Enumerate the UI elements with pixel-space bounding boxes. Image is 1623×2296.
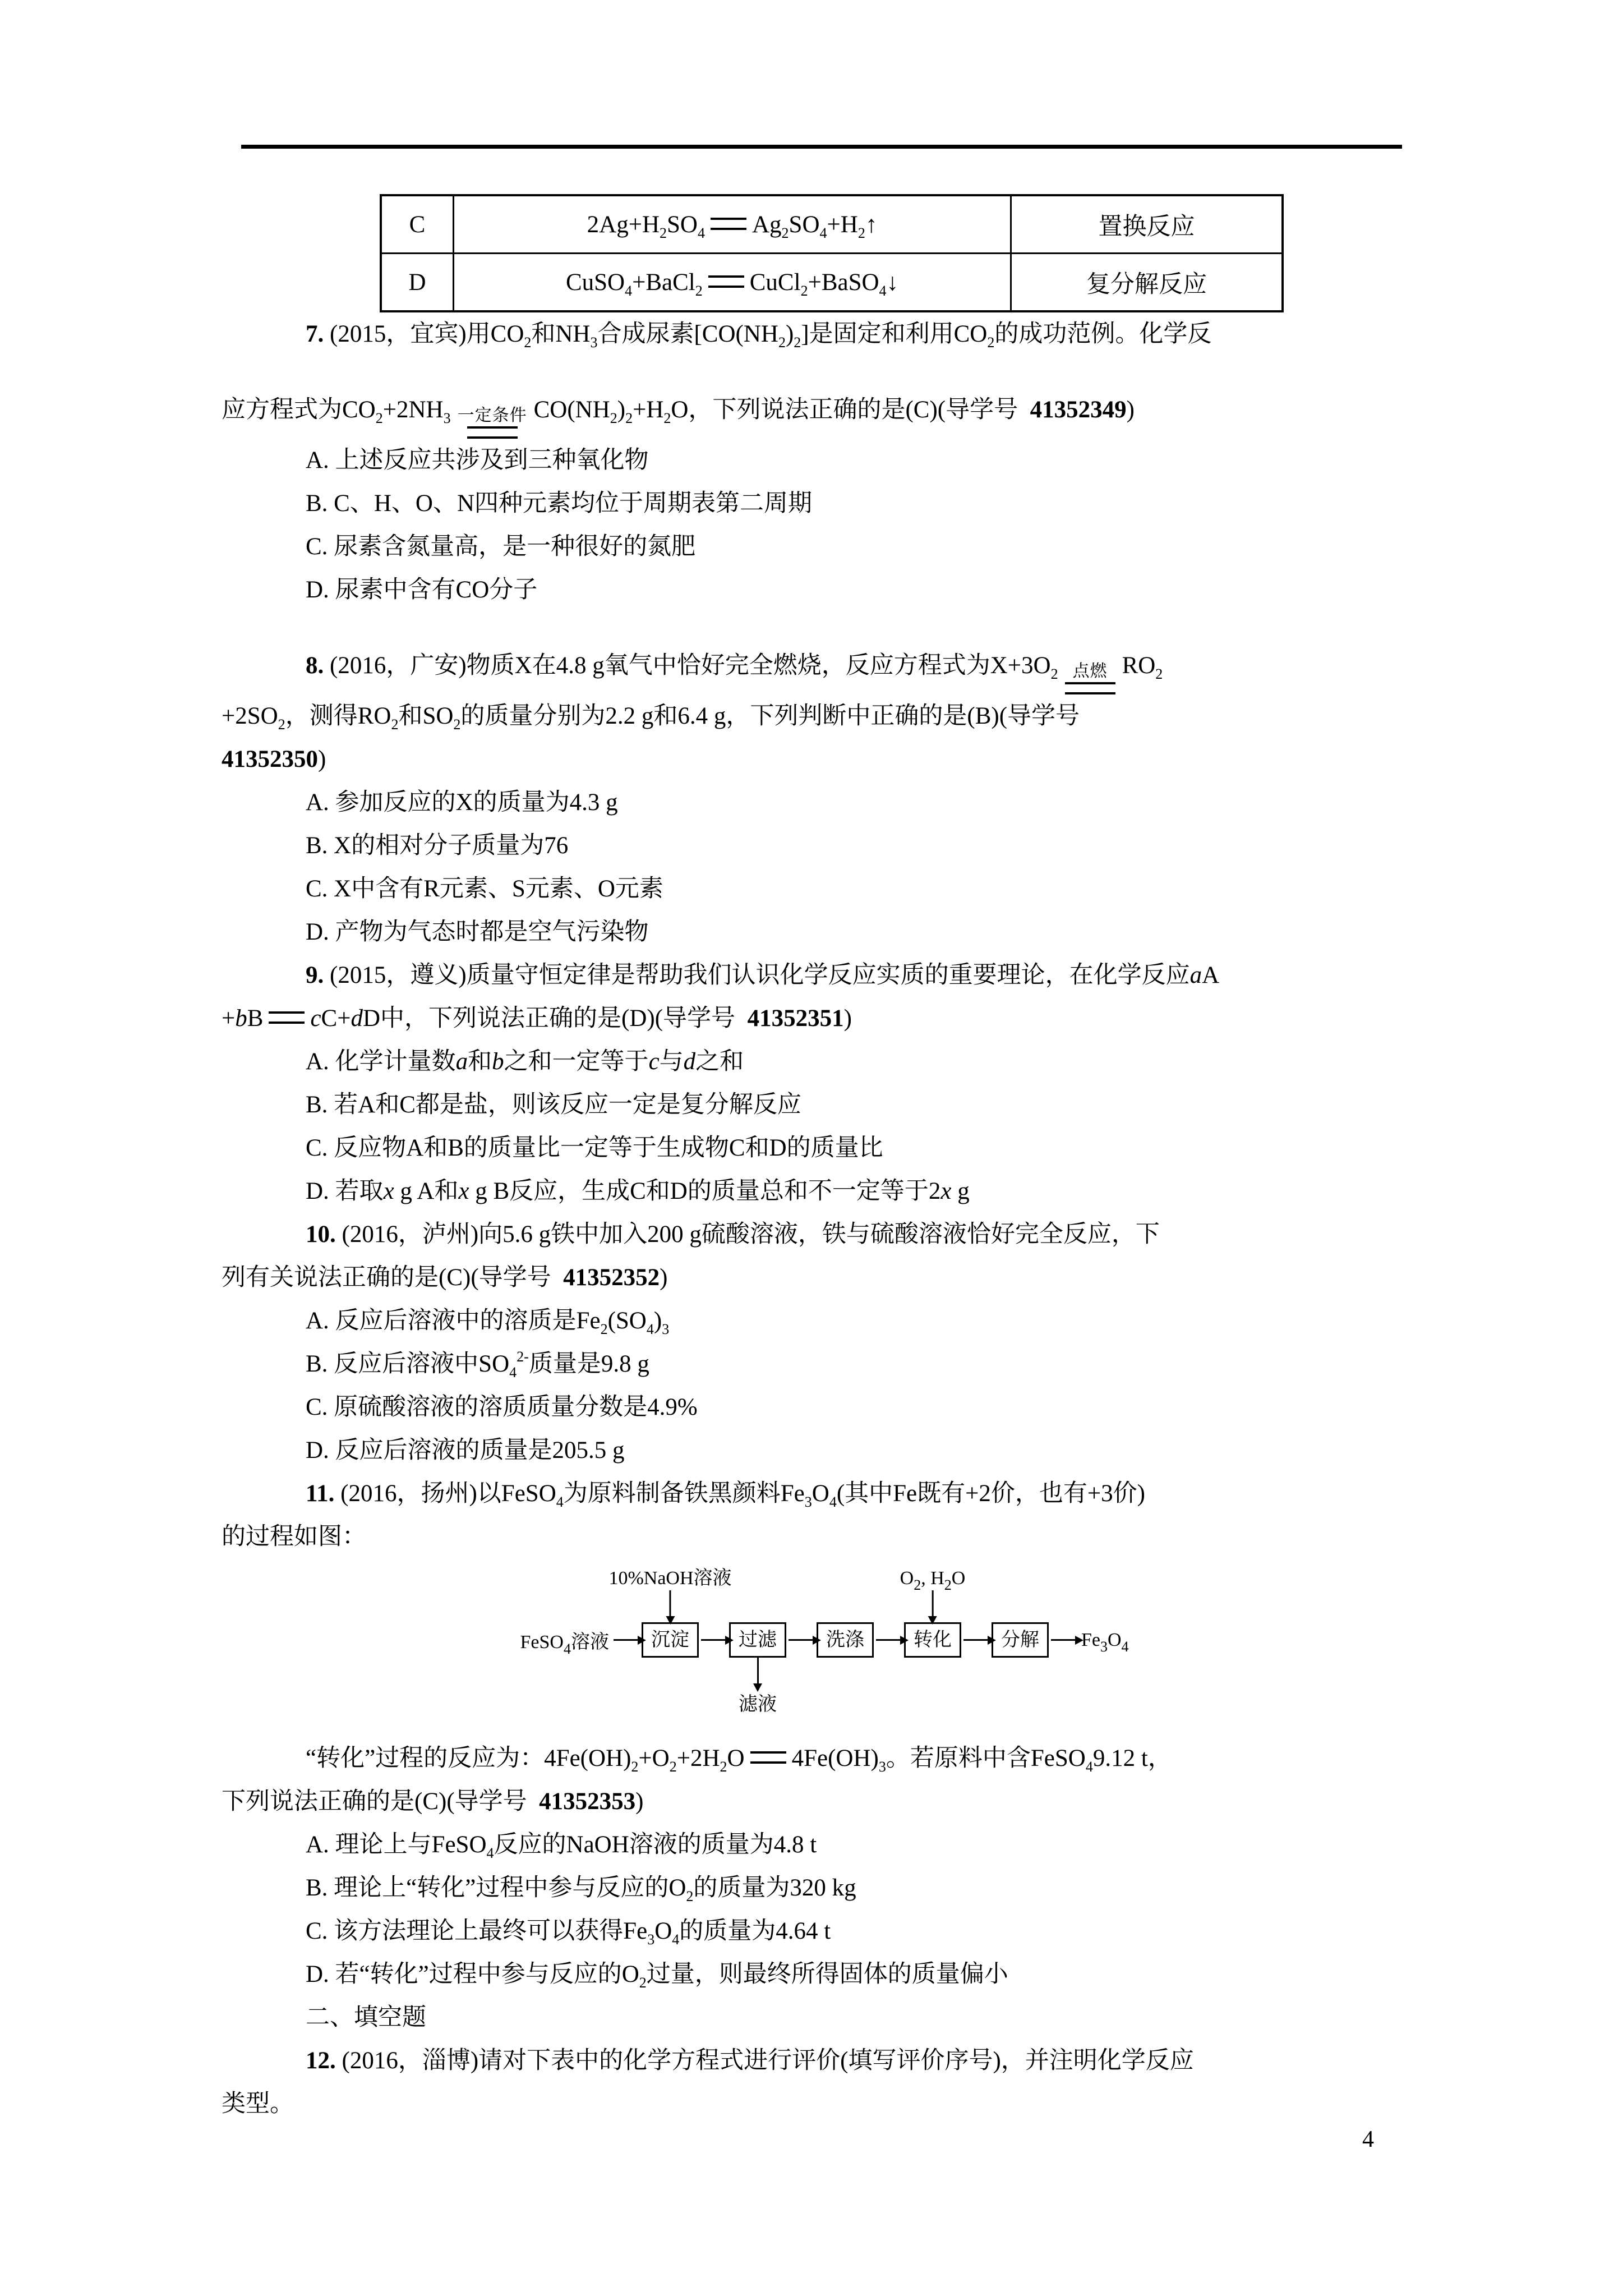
- question-12-line-1: 12. (2016，淄博)请对下表中的化学方程式进行评价(填写评价序号)，并注明化学反应: [306, 2047, 1194, 2074]
- question-7-option-d: D. 尿素中含有CO分子: [306, 577, 538, 603]
- flow-product-label: $Fe_3O_4$: [1081, 1629, 1129, 1655]
- question-8-line-3: 41352350): [222, 746, 326, 772]
- question-8-option-d: D. 产物为气态时都是空气污染物: [306, 919, 649, 945]
- flow-input-label: $O_2$, $H_2O$: [900, 1568, 966, 1593]
- table-cell-equation: $2Ag+H_2SO_4$ $Ag_2SO_4+H_2↑$: [454, 195, 1011, 254]
- question-11-line-4: 下列说法正确的是(C)(导学号 41352353): [222, 1788, 644, 1815]
- table-cell-reaction-type: 置换反应: [1011, 195, 1283, 254]
- question-11-line-1: 11. (2016，扬州)以FeSO$_4$为原料制备铁黑颜料$Fe_3O_4$(其中Fe既有+2价，也有+3价): [306, 1480, 1145, 1510]
- question-9-option-a: A. 化学计量数a和b之和一定等于c与d之和: [306, 1048, 744, 1075]
- equals-sign: [750, 1751, 786, 1764]
- flow-step-box: 转化: [904, 1622, 961, 1658]
- equals-sign: [269, 1011, 305, 1024]
- conditional-equals-sign: 一定条件: [458, 407, 527, 439]
- flow-step-box: 分解: [992, 1622, 1049, 1658]
- question-8-option-c: C. X中含有R元素、S元素、O元素: [306, 876, 663, 902]
- question-11-option-d: D. 若“转化”过程中参与反应的$O_2$过量，则最终所得固体的质量偏小: [306, 1961, 1008, 1991]
- question-10-option-d: D. 反应后溶液的质量是205.5 g: [306, 1437, 625, 1464]
- question-7-option-a: A. 上述反应共涉及到三种氧化物: [306, 447, 649, 473]
- table-cell-option-label: C: [381, 195, 454, 254]
- question-10-line-1: 10. (2016，泸州)向5.6 g铁中加入200 g硫酸溶液，铁与硫酸溶液恰好完全反应，下: [306, 1221, 1160, 1248]
- section-heading-fill-in: 二、填空题: [306, 2004, 426, 2031]
- arrow-right-icon: [701, 1639, 727, 1641]
- arrow-down-icon: [932, 1590, 934, 1618]
- question-11-option-b: B. 理论上“转化”过程中参与反应的$O_2$的质量为320 kg: [306, 1875, 856, 1904]
- question-8-option-a: A. 参加反应的X的质量为4.3 g: [306, 789, 618, 816]
- question-7-line-1: 7. (2015，宜宾)用$CO_2$和$NH_3$合成尿素$[CO(NH_2)_2]$是固定和利用$CO_2$的成功范例。化学反: [306, 321, 1212, 351]
- question-9-option-b: B. 若A和C都是盐，则该反应一定是复分解反应: [306, 1092, 801, 1118]
- flowchart-main-row: [222, 1622, 1427, 1658]
- question-7-option-c: C. 尿素含氮量高，是一种很好的氮肥: [306, 533, 696, 560]
- table-row: [381, 254, 1283, 312]
- question-9-option-c: C. 反应物A和B的质量比一定等于生成物C和D的质量比: [306, 1135, 883, 1161]
- arrow-down-icon: [757, 1658, 759, 1686]
- flow-filtrate-label: 滤液: [739, 1694, 777, 1715]
- arrow-right-icon: [789, 1639, 814, 1641]
- arrow-down-icon: [669, 1590, 671, 1618]
- question-11-option-a: A. 理论上与FeSO$_4$反应的NaOH溶液的质量为4.8 t: [306, 1832, 817, 1861]
- arrow-right-icon: [614, 1639, 639, 1641]
- flow-step-box: 沉淀: [642, 1622, 699, 1658]
- flow-input: [900, 1567, 966, 1618]
- question-9-line-2: +bB cC+dD中，下列说法正确的是(D)(导学号 41352351): [222, 1005, 852, 1032]
- flow-output: [739, 1658, 777, 1717]
- question-8-option-b: B. X的相对分子质量为76: [306, 832, 569, 859]
- flow-step-box: 洗涤: [817, 1622, 874, 1658]
- reaction-type-table: [380, 194, 1284, 312]
- question-10-option-a: A. 反应后溶液中的溶质是$Fe_2(SO_4)_3$: [306, 1308, 670, 1337]
- question-11-option-c: C. 该方法理论上最终可以获得$Fe_3O_4$的质量为4.64 t: [306, 1918, 831, 1948]
- conditional-equals-sign: 点燃: [1065, 663, 1115, 694]
- question-8-line-2: $+2SO_2$，测得$RO_2$和$SO_2$的质量分别为2.2 g和6.4 g，下列判断中正确的是(B)(导学号: [222, 703, 1080, 733]
- question-7-line-2: 应方程式为$CO_2+2NH_3$ 一定条件 $CO(NH_2)_2+H_2O$，下列说法正确的是(C)(导学号 41352349): [222, 356, 1427, 439]
- flow-source-label: FeSO$_4$溶液: [520, 1632, 609, 1658]
- question-11-line-3: “转化”过程的反应为：$4Fe(OH)_2+O_2+2H_2O$ $4Fe(OH)_3$。若原料中含FeSO$_4$9.12 t，: [306, 1745, 1172, 1775]
- question-12-line-2: 类型。: [222, 2091, 294, 2117]
- question-10-option-c: C. 原硫酸溶液的溶质质量分数是4.9%: [306, 1394, 698, 1420]
- question-11-line-2: 的过程如图：: [222, 1524, 366, 1550]
- arrow-right-icon: [1051, 1639, 1077, 1641]
- question-7-option-b: B. C、H、O、N四种元素均位于周期表第二周期: [306, 490, 813, 517]
- table-row: [381, 195, 1283, 254]
- table-cell-option-label: D: [381, 254, 454, 312]
- question-10-option-b: B. 反应后溶液中$SO_4^{2-}$质量是9.8 g: [306, 1349, 649, 1381]
- arrow-right-icon: [963, 1639, 989, 1641]
- process-flowchart: [222, 1566, 1427, 1734]
- equals-sign: [708, 275, 744, 288]
- table-cell-reaction-type: 复分解反应: [1011, 254, 1283, 312]
- flow-input: [608, 1567, 731, 1618]
- question-10-line-2: 列有关说法正确的是(C)(导学号 41352352): [222, 1264, 668, 1291]
- page-content: [222, 194, 1427, 2125]
- header-rule: [241, 145, 1402, 149]
- page-number: 4: [1362, 2127, 1374, 2152]
- question-9-option-d: D. 若取x g A和x g B反应，生成C和D的质量总和不一定等于2x g: [306, 1178, 970, 1204]
- equals-sign: [711, 218, 746, 230]
- question-8-line-1: 8. (2016，广安)物质X在4.8 g氧气中恰好完全燃烧，反应方程式为$X+3O_2$ 点燃 $RO_2$: [222, 611, 1427, 694]
- flow-input-label: 10%NaOH溶液: [608, 1568, 732, 1589]
- reaction-type-table-body: [381, 195, 1283, 311]
- arrow-right-icon: [876, 1639, 902, 1641]
- table-cell-equation: CuSO$_4$+BaCl$_2$ CuCl$_2$+BaSO$_4$↓: [454, 254, 1011, 312]
- flow-step-box: 过滤: [729, 1622, 786, 1658]
- question-9-line-1: 9. (2015，遵义)质量守恒定律是帮助我们认识化学反应实质的重要理论，在化学反应aA: [306, 962, 1220, 988]
